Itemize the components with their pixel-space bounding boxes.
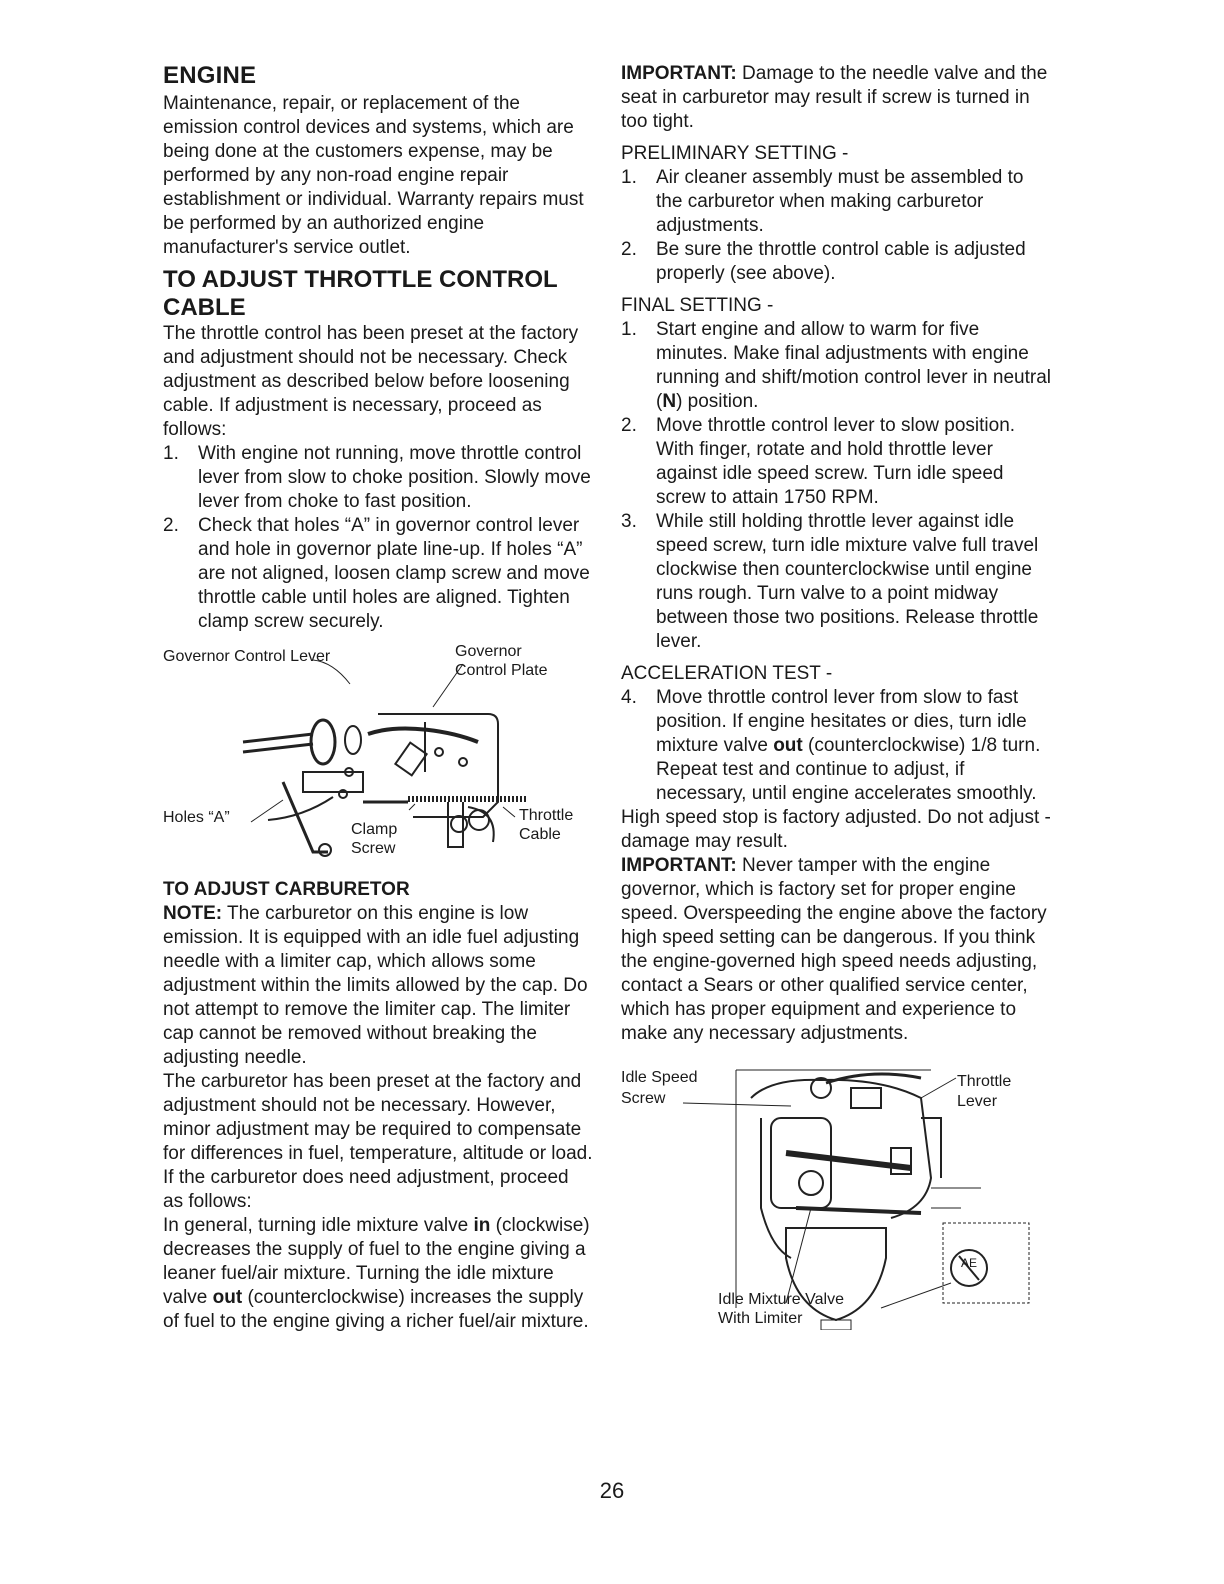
governor-control-plate-label-2: Control Plate: [455, 662, 548, 679]
carburetor-heading: TO ADJUST CARBURETOR: [163, 879, 410, 900]
important-paragraph-1: IMPORTANT: Damage to the needle valve and the seat in carburetor may result if screw is turned in too tight.: [621, 63, 1048, 132]
idle-mixture-label-2: With Limiter: [718, 1310, 803, 1327]
list-item: 3. While still holding throttle lever against idle speed screw, turn idle mixture valve full travel clockwise then counterclockwise until engine runs rough. Turn valve to a point midway between those two positions. Release throttle lever.: [621, 511, 1039, 652]
final-setting-heading: FINAL SETTING -: [621, 295, 774, 316]
acceleration-steps-list: [621, 686, 1051, 806]
governor-control-plate-label-1: Governor: [455, 643, 522, 660]
list-item: 2. Check that holes “A” in governor control lever and hole in governor plate line-up. If holes “A” are not aligned, loosen clamp screw and move throttle cable until holes are aligned. Tighten clamp screw securely.: [163, 515, 590, 632]
list-item: 4. Move throttle control lever from slow to fast position. If engine hesitates or dies, turn idle mixture valve out (counterclockwise) 1/8 turn. Repeat test and continue to adjust, if necessary, until engine accelerates smoothly.: [621, 687, 1041, 804]
list-item: 1. Start engine and allow to warm for five minutes. Make final adjustments with engine running and shift/motion control lever in neutral (N) position.: [621, 319, 1052, 412]
list-item: 2. Move throttle control lever to slow position. With finger, rotate and hold throttle lever against idle speed screw. Turn idle speed screw to attain 1750 RPM.: [621, 415, 1016, 508]
carburetor-figure: [621, 1058, 1051, 1330]
general-paragraph: In general, turning idle mixture valve in (clockwise) decreases the supply of fuel to the engine giving a leaner fuel/air mixture. Turning the idle mixture valve out (counterclockwise) increases the supply of fuel to the engine giving a richer fuel/air mixture.: [163, 1215, 590, 1332]
idle-speed-label-2: Screw: [621, 1090, 666, 1107]
clamp-screw-label-1: Clamp: [351, 821, 398, 838]
throttle-cable-heading: TO ADJUST THROTTLE CONTROL CABLE: [163, 266, 558, 321]
throttle-cable-label-1: Throttle: [519, 807, 574, 824]
governor-figure: [163, 642, 593, 870]
throttle-lever-label-1: Throttle: [957, 1073, 1012, 1090]
governor-control-lever-label: Governor Control Lever: [163, 648, 331, 665]
note-paragraph: NOTE: The carburetor on this engine is low emission. It is equipped with an idle fuel adjusting needle with a limiter cap, which allows some adjustment within the limits allowed by the cap. Do not attempt to remove the limiter cap. The limiter cap cannot be removed without breaking the adjusting needle.: [163, 903, 588, 1068]
list-item: 1. With engine not running, move throttle control lever from slow to choke position. Slowly move lever from choke to fast position.: [163, 443, 591, 512]
acceleration-test-heading: ACCELERATION TEST -: [621, 663, 833, 684]
list-item: 2. Be sure the throttle control cable is adjusted properly (see above).: [621, 239, 1026, 284]
throttle-cable-paragraph: The throttle control has been preset at the factory and adjustment should not be necessary. Check adjustment as described below before loosening cable. If adjustment is necessary, proceed as follows:: [163, 323, 579, 440]
throttle-lever-label-2: Lever: [957, 1093, 998, 1110]
preliminary-heading: PRELIMINARY SETTING -: [621, 143, 849, 164]
engine-heading: ENGINE: [163, 62, 257, 89]
final-steps-list: [621, 318, 1051, 654]
ae-mark-label: AE: [961, 1256, 978, 1270]
holes-a-label: Holes “A”: [163, 809, 230, 826]
high-speed-paragraph: High speed stop is factory adjusted. Do not adjust - damage may result.: [621, 807, 1051, 852]
throttle-steps-list: [163, 442, 593, 634]
engine-paragraph: Maintenance, repair, or replacement of the emission control devices and systems, which are being done at the customers expense, may be performed by any non-road engine repair establishment or individual. Warranty repairs must be performed by an authorized engine manufacturer's service outlet.: [163, 93, 584, 258]
throttle-cable-label-2: Cable: [519, 826, 561, 843]
idle-speed-label-1: Idle Speed: [621, 1069, 698, 1086]
clamp-screw-label-2: Screw: [351, 840, 396, 857]
right-column: [621, 62, 1051, 1330]
idle-mixture-label-1: Idle Mixture Valve: [718, 1291, 844, 1308]
page-number: 26: [599, 1478, 625, 1503]
list-item: 1. Air cleaner assembly must be assembled to the carburetor when making carburetor adjustments.: [621, 167, 1024, 236]
preliminary-steps-list: [621, 166, 1051, 286]
preset-paragraph: The carburetor has been preset at the factory and adjustment should not be necessary. However, minor adjustment may be required to compensate for differences in fuel, temperature, altitude or load. If the carburetor does need adjustment, proceed as follows:: [163, 1071, 593, 1212]
left-column: [163, 62, 593, 1334]
important-paragraph-2: IMPORTANT: Never tamper with the engine governor, which is factory set for proper engine speed. Overspeeding the engine above the factory high speed setting can be dangerous. If you think the engine-governed high speed needs adjusting, contact a Sears or other qualified service center, which has proper equipment and experience to make any necessary adjustments.: [621, 855, 1047, 1044]
